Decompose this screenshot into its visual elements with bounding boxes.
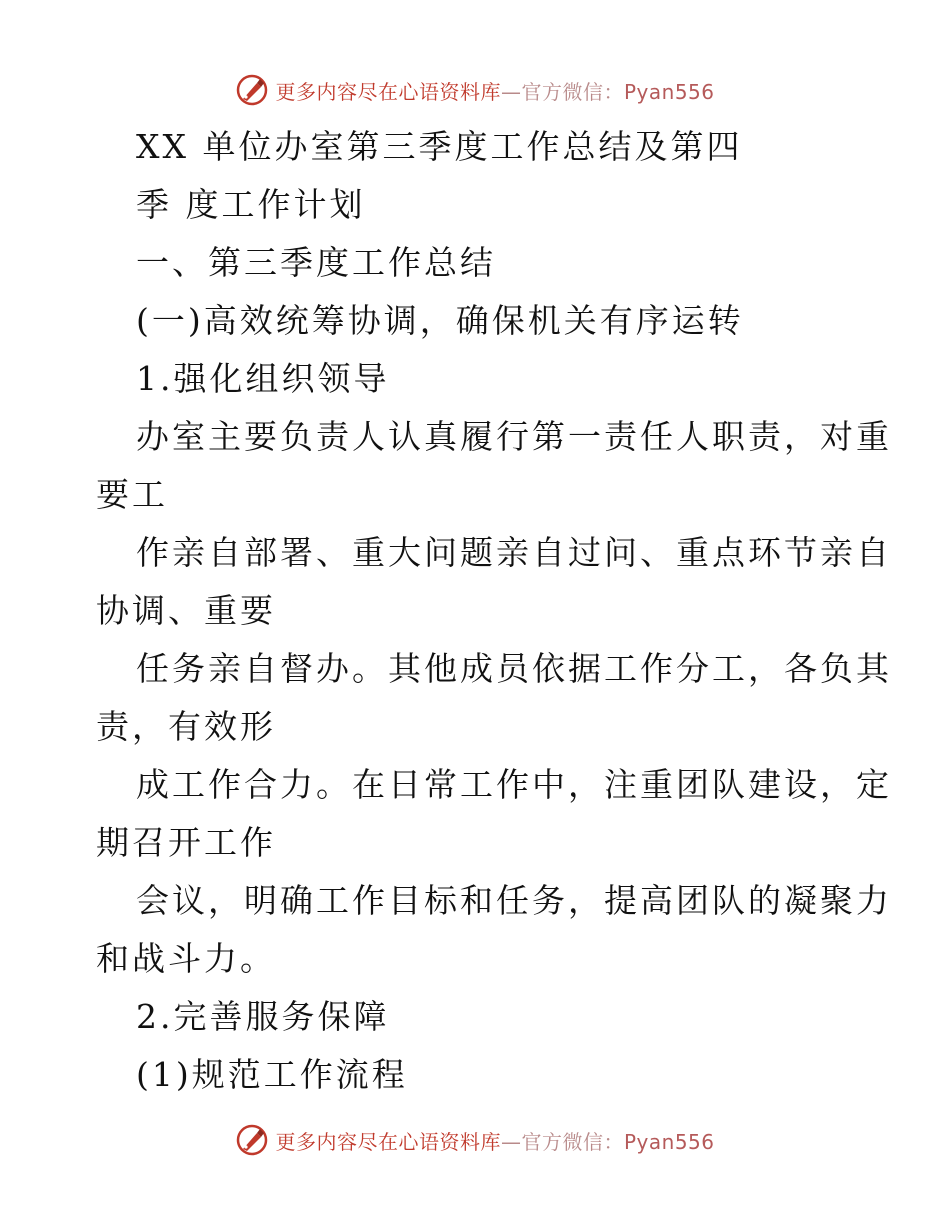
doc-line: 要工 (96, 475, 168, 514)
watermark-official: 官方微信 (521, 79, 604, 104)
watermark-colon: ： (603, 1129, 624, 1154)
doc-line: (一)高效统筹协调，确保机关有序运转 (136, 301, 744, 340)
watermark-text (275, 76, 714, 105)
watermark-id: Pyan556 (623, 1129, 715, 1154)
watermark-footer (0, 1118, 950, 1162)
watermark-lead: 更多内容尽在心语资料库 (275, 79, 501, 104)
watermark-header (0, 68, 950, 112)
watermark-id: Pyan556 (623, 79, 715, 104)
doc-line: 责，有效形 (96, 707, 276, 746)
doc-line: 期召开工作 (96, 823, 276, 862)
doc-line: XX 单位办室第三季度工作总结及第四 (136, 127, 743, 166)
doc-line: 作亲自部署、重大问题亲自过问、重点环节亲自 (136, 533, 892, 572)
doc-line: 会议，明确工作目标和任务，提高团队的凝聚力 (136, 881, 892, 920)
doc-line: 和战斗力。 (96, 939, 276, 978)
watermark-text (275, 1126, 714, 1155)
doc-line: 一、第三季度工作总结 (136, 243, 496, 282)
document-body (96, 118, 892, 1104)
watermark-lead: 更多内容尽在心语资料库 (275, 1129, 501, 1154)
doc-line: 成工作合力。在日常工作中，注重团队建设，定 (136, 765, 892, 804)
doc-line: 任务亲自督办。其他成员依据工作分工，各负其 (136, 649, 892, 688)
watermark-separator: — (500, 79, 522, 104)
watermark-colon: ： (603, 79, 624, 104)
watermark-separator: — (500, 1129, 522, 1154)
pen-logo-icon (235, 1123, 269, 1157)
doc-line: 季 度工作计划 (136, 185, 366, 224)
doc-line: 2.完善服务保障 (136, 997, 390, 1036)
doc-line: 办室主要负责人认真履行第一责任人职责，对重 (136, 417, 892, 456)
doc-line: 协调、重要 (96, 591, 276, 630)
doc-line: (1)规范工作流程 (136, 1055, 408, 1094)
watermark-official: 官方微信 (521, 1129, 604, 1154)
doc-line: 1.强化组织领导 (136, 359, 390, 398)
pen-logo-icon (235, 73, 269, 107)
